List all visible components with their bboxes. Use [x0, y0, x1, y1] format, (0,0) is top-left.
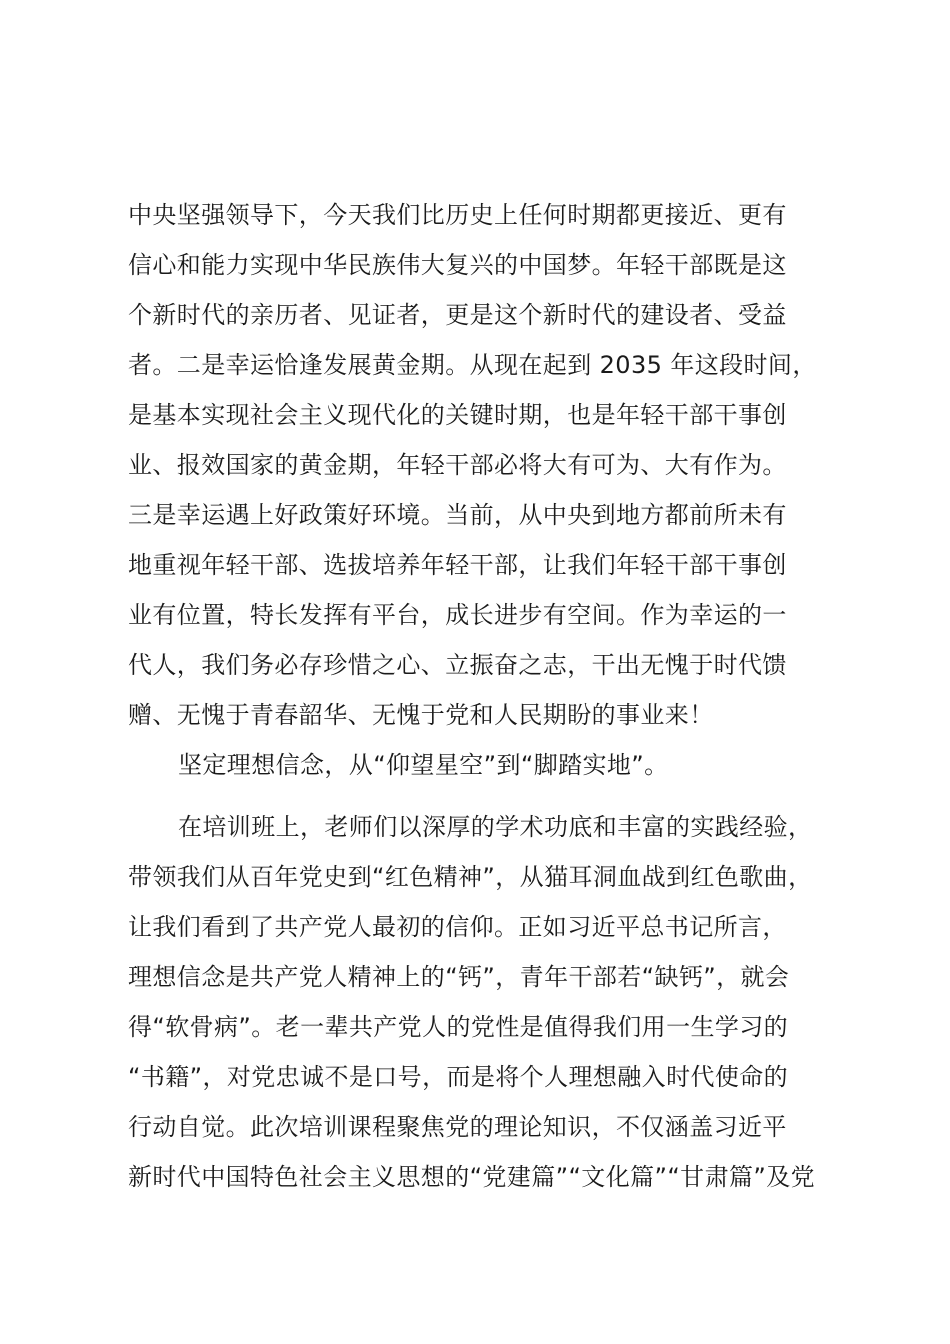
paragraph-line: 赠、无愧于青春韶华、无愧于党和人民期盼的事业来！: [128, 701, 714, 729]
section-heading: [128, 740, 848, 790]
paragraph-line: 行动自觉。此次培训课程聚焦党的理论知识，不仅涵盖习近平: [128, 1113, 787, 1141]
paragraph-line: “书籍”，对党忠诚不是口号，而是将个人理想融入时代使命的: [128, 1063, 789, 1091]
paragraph-line: 地重视年轻干部、选拔培养年轻干部，让我们年轻干部干事创: [128, 551, 787, 579]
paragraph-3: [128, 802, 848, 1202]
paragraph-line: 个新时代的亲历者、见证者，更是这个新时代的建设者、受益: [128, 301, 787, 329]
paragraph-line: 业、报效国家的黄金期，年轻干部必将大有可为、大有作为。: [128, 451, 787, 479]
paragraph-line: 理想信念是共产党人精神上的“钙”，青年干部若“缺钙”，就会: [128, 963, 790, 991]
paragraph-line: 新时代中国特色社会主义思想的“党建篇”“文化篇”“甘肃篇”及党: [128, 1163, 815, 1191]
paragraph-line: 让我们看到了共产党人最初的信仰。正如习近平总书记所言，: [128, 913, 787, 941]
paragraph-line: 代人，我们务必存珍惜之心、立振奋之志，干出无愧于时代馈: [128, 651, 787, 679]
paragraph-1: [128, 190, 848, 740]
paragraph-line: 带领我们从百年党史到“红色精神”，从猫耳洞血战到红色歌曲，: [128, 863, 813, 891]
paragraph-line: 三是幸运遇上好政策好环境。当前，从中央到地方都前所未有: [128, 501, 787, 529]
paragraph-line: 中央坚强领导下，今天我们比历史上任何时期都更接近、更有: [128, 201, 787, 229]
heading-line: 坚定理想信念，从“仰望星空”到“脚踏实地”。: [178, 751, 669, 779]
paragraph-line: 在培训班上，老师们以深厚的学术功底和丰富的实践经验，: [178, 813, 813, 841]
paragraph-line: 得“软骨病”。老一辈共产党人的党性是值得我们用一生学习的: [128, 1013, 789, 1041]
paragraph-line: 业有位置，特长发挥有平台，成长进步有空间。作为幸运的一: [128, 601, 787, 629]
paragraph-line: 者。二是幸运恰逢发展黄金期。从现在起到 2035 年这段时间，: [128, 351, 817, 379]
paragraph-line: 信心和能力实现中华民族伟大复兴的中国梦。年轻干部既是这: [128, 251, 787, 279]
paragraph-line: 是基本实现社会主义现代化的关键时期，也是年轻干部干事创: [128, 401, 787, 429]
